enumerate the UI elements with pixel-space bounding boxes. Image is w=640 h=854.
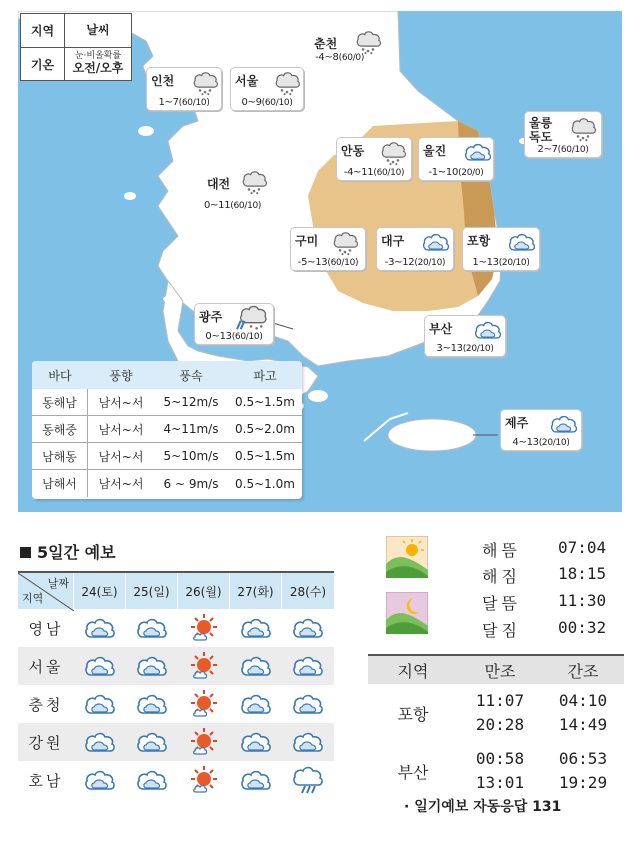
partly-sunny-icon — [187, 651, 221, 681]
forecast-corner: 날짜 지역 — [18, 573, 74, 609]
sunrise-label: 해뜸 — [482, 541, 521, 560]
sea-conditions-table — [32, 361, 302, 499]
cloud-snow-icon — [273, 70, 301, 96]
weather-map — [18, 11, 622, 512]
forecast-day: 25(일) — [126, 573, 178, 609]
cloudy-icon — [291, 613, 325, 643]
cloudy-icon — [83, 765, 117, 795]
cloudy-icon — [239, 727, 273, 757]
cloudy-icon — [291, 651, 325, 681]
city-uljin: 울진 -1~10(20/0) — [418, 137, 494, 181]
forecast-region: 강원 — [28, 733, 64, 752]
forecast-cell — [74, 609, 126, 647]
city-chuncheon: 춘천 -4~8(60/0) — [314, 35, 365, 63]
auto-response-note: · 일기예보 자동응답 131 — [404, 799, 562, 815]
forecast-day: 28(수) — [289, 584, 327, 599]
forecast-cell — [126, 761, 178, 799]
cloudy-icon — [291, 727, 325, 757]
cloudy-icon — [135, 765, 169, 795]
legend-weather-label: 날씨 — [86, 22, 110, 37]
map-legend — [20, 13, 132, 81]
sea-table-row: 남해동 남서~서 5~10m/s 0.5~1.5m — [32, 443, 302, 470]
forecast-row — [18, 647, 334, 685]
sunrise-time: 07:04 — [558, 538, 607, 557]
forecast-cell — [126, 647, 178, 685]
forecast-day: 24(토) — [74, 573, 126, 609]
forecast-cell — [282, 723, 334, 761]
forecast-row — [18, 761, 334, 799]
city-andong: 안동 -4~11(60/10) — [336, 137, 412, 181]
forecast-cell — [230, 647, 282, 685]
forecast-cell — [230, 685, 282, 723]
forecast-row — [18, 685, 334, 723]
forecast-region: 서울 — [28, 657, 64, 676]
forecast-cell — [126, 685, 178, 723]
cloudy-icon — [239, 689, 273, 719]
partly-sunny-icon — [187, 727, 221, 757]
partly-sunny-icon — [187, 689, 221, 719]
city-busan: 부산 3~13(20/10) — [424, 315, 506, 357]
forecast-cell — [126, 723, 178, 761]
city-ulleung: 울릉 독도 2~7(60/10) — [524, 111, 602, 158]
cloudy-icon — [135, 727, 169, 757]
city-pohang: 포항 1~13(20/10) — [462, 227, 540, 271]
sunset-label: 해짐 — [482, 567, 521, 586]
sea-table-row: 동해중 남서~서 4~11m/s 0.5~2.0m — [32, 416, 302, 443]
forecast-title: 5일간 예보 — [20, 540, 116, 563]
forecast-cell — [282, 761, 334, 799]
sunny-icon — [187, 613, 221, 643]
forecast-row — [18, 609, 334, 647]
forecast-cell — [230, 761, 282, 799]
partly-sunny-icon — [187, 765, 221, 795]
sunrise-sunset-icon — [386, 536, 428, 578]
cloudy-icon — [135, 651, 169, 681]
forecast-cell — [282, 609, 334, 647]
forecast-region: 충청 — [28, 695, 64, 714]
forecast-cell — [178, 609, 230, 647]
forecast-cell — [230, 609, 282, 647]
forecast-region: 영남 — [28, 619, 64, 638]
tide-row: 포항 11:07 20:28 04:10 14:49 — [397, 691, 608, 734]
tide-table — [368, 654, 624, 800]
forecast-row — [18, 723, 334, 761]
cloud-snow-icon — [354, 29, 382, 55]
moonset-label: 달짐 — [482, 621, 521, 640]
city-incheon: 인천 1~7(60/10) — [146, 67, 222, 111]
moonrise-moonset-icon — [386, 592, 428, 634]
forecast-cell — [74, 761, 126, 799]
forecast-day: 26(월) — [178, 573, 230, 609]
forecast-cell — [74, 685, 126, 723]
moonrise-time: 11:30 — [558, 591, 607, 610]
moonrise-label: 달뜸 — [482, 594, 521, 613]
cloudy-icon — [83, 613, 117, 643]
cloudy-icon — [83, 689, 117, 719]
forecast-cell — [126, 609, 178, 647]
rain-icon — [291, 765, 325, 795]
cloud-snow-icon — [240, 169, 268, 195]
city-seoul: 서울 0~9(60/10) — [230, 67, 304, 111]
sea-table-row: 남해서 남서~서 6 ~ 9m/s 0.5~1.0m — [32, 470, 302, 497]
sea-table-row: 동해남 남서~서 5~12m/s 0.5~1.5m — [32, 389, 302, 416]
forecast-cell — [282, 647, 334, 685]
city-gumi: 구미 -5~13(60/10) — [290, 227, 366, 271]
city-daegu: 대구 -3~12(20/10) — [376, 227, 454, 271]
forecast-cell — [178, 685, 230, 723]
cloudy-icon — [507, 230, 537, 254]
city-gwangju: 광주 0~13(60/10) — [194, 303, 274, 345]
cloudy-icon — [473, 318, 503, 342]
cloudy-icon — [463, 140, 493, 164]
cloud-snow-icon — [569, 116, 597, 142]
legend-region-label: 지역 — [21, 14, 65, 47]
cloud-snow-icon — [331, 230, 359, 256]
legend-temp-label: 기온 — [21, 48, 65, 80]
cloudy-icon — [549, 412, 579, 436]
forecast-cell — [74, 647, 126, 685]
city-daejeon: 대전 0~11(60/10) — [204, 175, 261, 211]
forecast-cell — [178, 647, 230, 685]
forecast-region: 호남 — [28, 771, 64, 790]
forecast-cell — [74, 723, 126, 761]
tide-row: 부산 00:58 13:01 06:53 19:29 — [397, 749, 608, 792]
moonset-time: 00:32 — [558, 618, 607, 637]
cloud-snow-icon — [379, 140, 407, 166]
forecast-cell — [230, 723, 282, 761]
five-day-forecast-table — [18, 571, 334, 799]
cloudy-icon — [83, 651, 117, 681]
cloudy-icon — [239, 613, 273, 643]
cloud-snow-icon — [191, 70, 219, 96]
forecast-cell — [178, 761, 230, 799]
forecast-cell — [282, 685, 334, 723]
sea-table-header: 바다 풍향 풍속 파고 — [32, 361, 302, 389]
cloud-rain-icon — [235, 304, 267, 332]
forecast-header — [18, 571, 334, 609]
cloudy-icon — [135, 613, 169, 643]
city-jeju: 제주 4~13(20/10) — [500, 409, 582, 451]
forecast-day: 27(화) — [230, 573, 282, 609]
tide-header: 지역 만조 간조 — [368, 654, 624, 684]
cloudy-icon — [83, 727, 117, 757]
cloudy-icon — [291, 689, 325, 719]
legend-prob-label: 눈·비올확률 오전/오후 — [72, 51, 124, 76]
forecast-cell — [178, 723, 230, 761]
cloudy-icon — [239, 765, 273, 795]
sunset-time: 18:15 — [558, 564, 607, 583]
cloudy-icon — [135, 689, 169, 719]
cloudy-icon — [421, 230, 451, 254]
cloudy-icon — [239, 651, 273, 681]
